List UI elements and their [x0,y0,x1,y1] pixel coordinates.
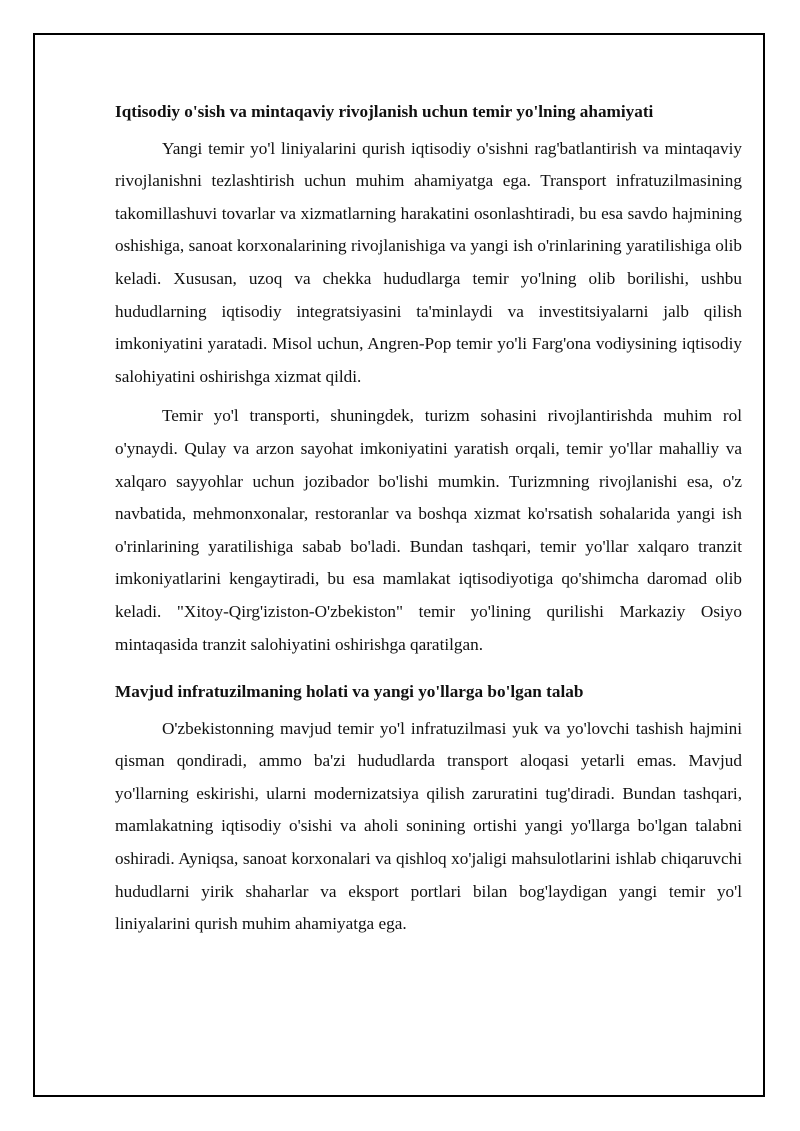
section-heading: Mavjud infratuzilmaning holati va yangi yo'llarga bo'lgan talab [115,682,584,702]
section-heading: Iqtisodiy o'sish va mintaqaviy rivojlanish uchun temir yo'lning ahamiyati [115,102,654,121]
paragraph: Temir yo'l transporti, shuningdek, turizm sohasini rivojlantirishda muhim rol o'ynaydi. Qulay va arzon sayohat imkoniyatini yaratish orqali, temir yo'llar mahalliy va xalqaro sayyohlar uchun jozibador bo'lishi mumkin. Turizmning rivojlanishi esa, o'z navbatida, mehmonxonalar, restoranlar va boshqa xizmat ko'rsatish sohalarida yangi ish o'rinlarining yaratilishiga sabab bo'ladi. Bundan tashqari, temir yo'llar xalqaro tranzit imkoniyatlarini kengaytiradi, bu esa mamlakat iqtisodiyotiga qo'shimcha daromad olib keladi. "Xitoy-Qirg'iziston-O'zbekiston" temir yo'lining qurilishi Markaziy Osiyo mintaqasida tranzit salohiyatini oshirishga qaratilgan. [115,406,742,654]
document-body [115,96,742,948]
section-economic-growth [115,96,742,661]
paragraph: Yangi temir yo'l liniyalarini qurish iqtisodiy o'sishni rag'batlantirish va mintaqaviy rivojlanishni tezlashtirish uchun muhim ahamiyatga ega. Transport infratuzilmasining takomillashuvi tovarlar va xizmatlarning harakatini osonlashtiradi, bu esa savdo hajmining oshishiga, sanoat korxonalarining rivojlanishiga va yangi ish o'rinlarining yaratilishiga olib keladi. Xususan, uzoq va chekka hududlarga temir yo'lning olib borilishi, ushbu hududlarning iqtisodiy integratsiyasini ta'minlaydi va investitsiyalarni jalb qilish imkoniyatini yaratadi. Misol uchun, Angren-Pop temir yo'li Farg'ona vodiysining iqtisodiy salohiyatini oshirishga xizmat qildi. [115,138,742,386]
paragraph: O'zbekistonning mavjud temir yo'l infratuzilmasi yuk va yo'lovchi tashish hajmini qisman qondiradi, ammo ba'zi hududlarda transport aloqasi yetarli emas. Mavjud yo'llarning eskirishi, ularni modernizatsiya qilish zaruratini tug'diradi. Bundan tashqari, mamlakatning iqtisodiy o'sishi va aholi sonining ortishi yangi yo'llarga bo'lgan talabni oshiradi. Ayniqsa, sanoat korxonalari va qishloq xo'jaligi mahsulotlarini ishlab chiqaruvchi hududlarni yirik shaharlar va eksport portlari bilan bog'laydigan yangi temir yo'l liniyalarini qurish muhim ahamiyatga ega. [115,718,742,934]
section-infrastructure-demand [115,676,742,941]
